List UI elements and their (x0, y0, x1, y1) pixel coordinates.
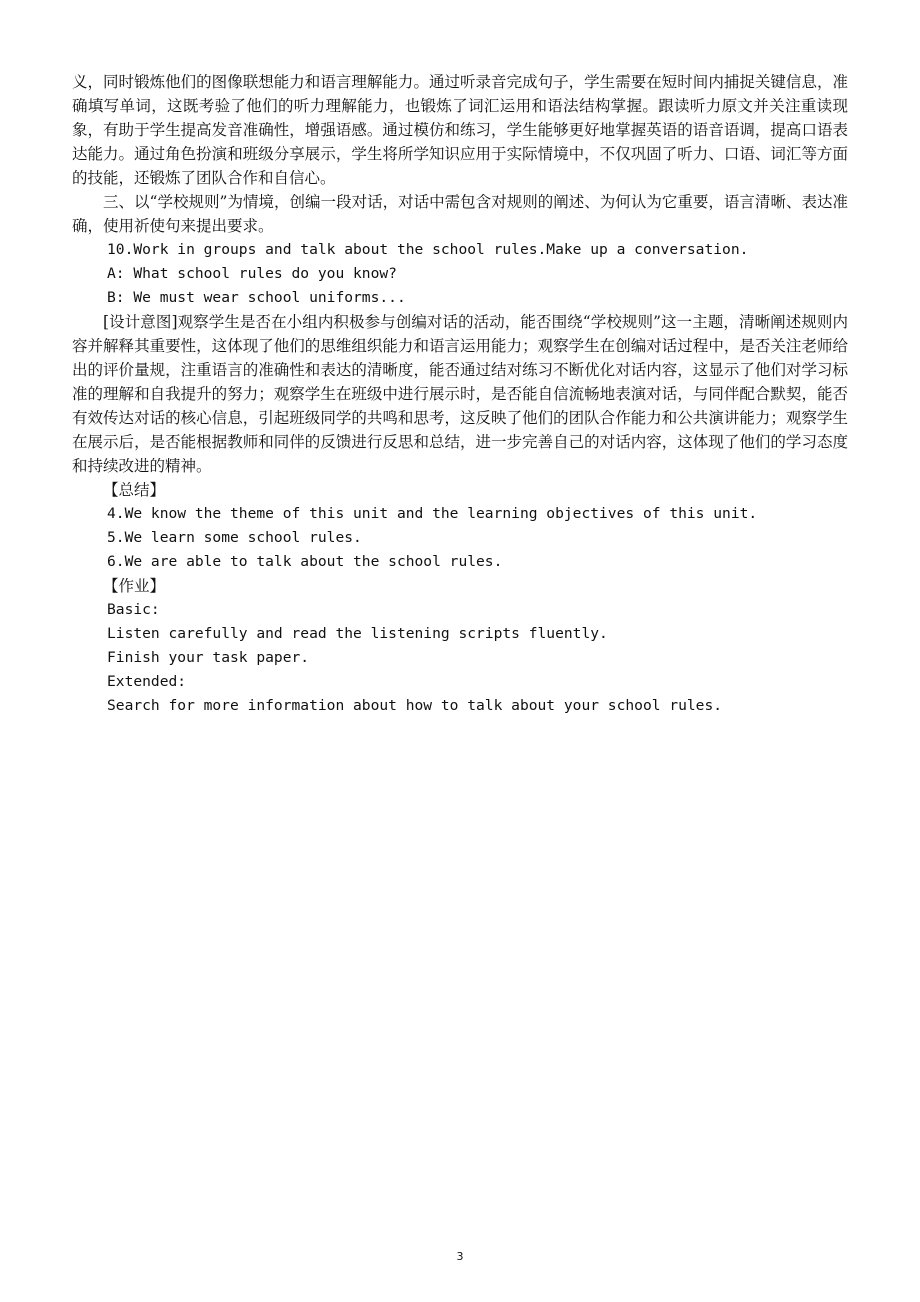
summary-heading: 【总结】 (103, 481, 166, 499)
design-intent-paragraph: [设计意图]观察学生是否在小组内积极参与创编对话的活动，能否围绕“学校规则”这一主题，清晰阐述规则内容并解释其重要性，这体现了他们的思维组织能力和语言运用能力；观察学生在创编对话过程中，是否关注老师给出的评价量规，注重语言的准确性和表达的清晰度，能否通过结对练习不断优化对话内容，这显示了他们对学习标准的理解和自我提升的努力；观察学生在班级中进行展示时，是否能自信流畅地表演对话，与同伴配合默契，能否有效传达对话的核心信息，引起班级同学的共鸣和思考，这反映了他们的团队合作能力和公共演讲能力；观察学生在展示后，是否能根据教师和同伴的反馈进行反思和总结，进一步完善自己的对话内容，这体现了他们的学习态度和持续改进的精神。 (72, 313, 848, 475)
summary-item: 4.We know the theme of this unit and the learning objectives of this unit. (107, 505, 758, 522)
summary-item: 5.We learn some school rules. (107, 529, 362, 546)
task-10: 10.Work in groups and talk about the school rules.Make up a conversation. (107, 241, 749, 258)
homework-extended-item: Search for more information about how to talk about your school rules. (107, 697, 723, 714)
homework-basic-item: Finish your task paper. (107, 649, 310, 666)
homework-heading: 【作业】 (103, 577, 166, 595)
dialogue-line-a: A: What school rules do you know? (107, 265, 397, 282)
paragraph-continuation: 义，同时锻炼他们的图像联想能力和语言理解能力。通过听录音完成句子，学生需要在短时间内捕捉关键信息，准确填写单词，这既考验了他们的听力理解能力，也锻炼了词汇运用和语法结构掌握。跟读听力原文并关注重读现象，有助于学生提高发音准确性，增强语感。通过模仿和练习，学生能够更好地掌握英语的语音语调，提高口语表达能力。通过角色扮演和班级分享展示，学生将所学知识应用于实际情境中，不仅巩固了听力、口语、词汇等方面的技能，还锻炼了团队合作和自信心。 (72, 73, 848, 187)
document-page (72, 70, 848, 718)
section-three-instruction: 三、以“学校规则”为情境，创编一段对话，对话中需包含对规则的阐述、为何认为它重要，语言清晰、表达准确，使用祈使句来提出要求。 (72, 193, 848, 235)
homework-basic-label: Basic: (107, 601, 160, 618)
homework-basic-item: Listen carefully and read the listening scripts fluently. (107, 625, 608, 642)
page-number: 3 (456, 1250, 464, 1263)
dialogue-line-b: B: We must wear school uniforms... (107, 289, 406, 306)
homework-extended-label: Extended: (107, 673, 187, 690)
summary-item: 6.We are able to talk about the school rules. (107, 553, 503, 570)
